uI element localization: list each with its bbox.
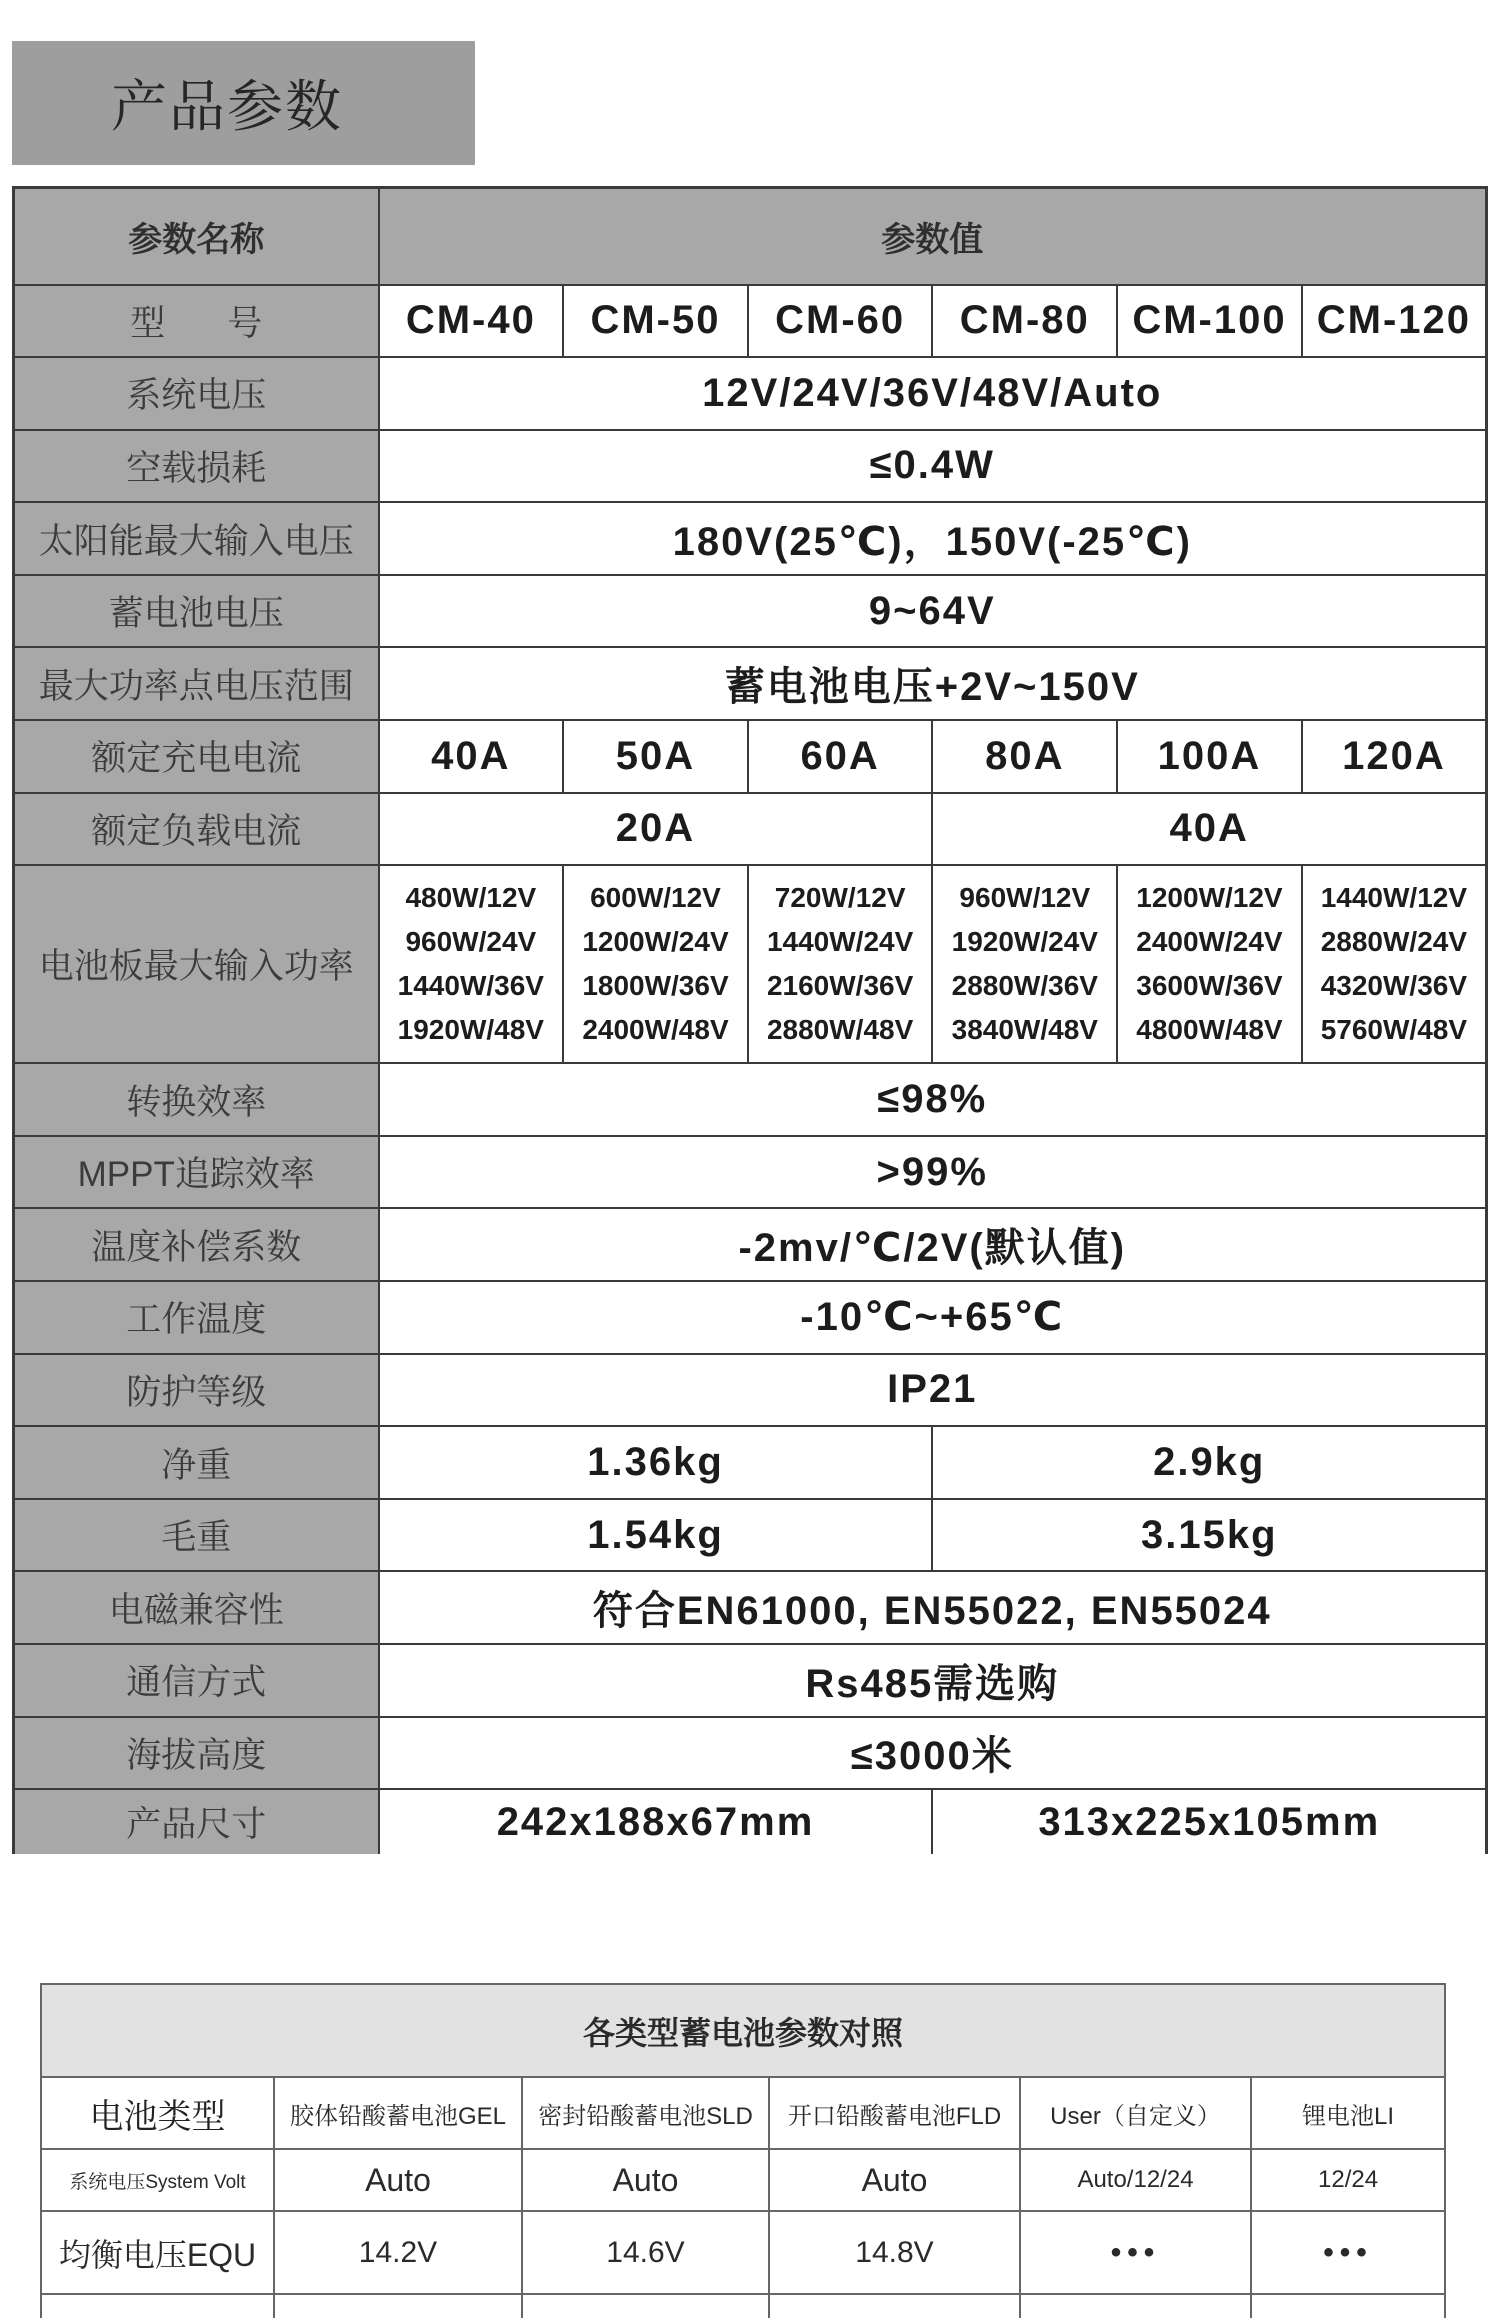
pv-max-power-cell	[932, 865, 1117, 1063]
pv-max-power-line: 1440W/24V	[766, 926, 914, 958]
pv-max-power-line: 960W/12V	[959, 882, 1091, 914]
pv-max-power-line: 3840W/48V	[951, 1014, 1098, 1046]
table-cell	[769, 2294, 1020, 2318]
net-weight-value: 2.9kg	[932, 1426, 1486, 1499]
charge-current-value: 40A	[379, 720, 564, 793]
header-sld: 密封铅酸蓄电池SLD	[522, 2077, 769, 2149]
header-lithium: 锂电池LI	[1251, 2077, 1445, 2149]
battery-table-title: 各类型蓄电池参数对照	[41, 1984, 1445, 2077]
spec-header-row	[14, 188, 1487, 285]
label-pv-max-power: 电池板最大输入功率	[14, 865, 379, 1063]
value-system-voltage: 12V/24V/36V/48V/Auto	[379, 357, 1487, 430]
pv-max-power-cell	[563, 865, 748, 1063]
row-model	[14, 285, 1487, 358]
charge-current-value: 50A	[563, 720, 748, 793]
header-fld: 开口铅酸蓄电池FLD	[769, 2077, 1020, 2149]
pv-max-power-line: 4320W/36V	[1320, 970, 1468, 1002]
label-net-weight: 净重	[14, 1426, 379, 1499]
row-pv-max-voltage	[14, 502, 1487, 575]
battery-table-title-row	[41, 1984, 1445, 2077]
label-gross-weight: 毛重	[14, 1499, 379, 1572]
pv-max-power-line: 2880W/36V	[951, 970, 1098, 1002]
row-charge-current	[14, 720, 1487, 793]
header-battery-type: 电池类型	[41, 2077, 274, 2149]
pv-max-power-line: 3600W/36V	[1136, 970, 1283, 1002]
label-altitude: 海拔高度	[14, 1717, 379, 1790]
pv-max-power-line: 2400W/48V	[582, 1014, 729, 1046]
pv-max-power-line: 1920W/48V	[397, 1014, 544, 1046]
pv-max-power-line: 600W/12V	[590, 882, 721, 914]
value-communication: Rs485需选购	[379, 1644, 1487, 1717]
label-dimensions: 产品尺寸	[14, 1789, 379, 1854]
row-protection	[14, 1354, 1487, 1427]
battery-table-header-row	[41, 2077, 1445, 2149]
value-emc: 符合EN61000, EN55022, EN55024	[379, 1571, 1487, 1644]
value-altitude: ≤3000米	[379, 1717, 1487, 1790]
table-cell: 14.8V	[769, 2211, 1020, 2294]
pv-max-power-line: 1920W/24V	[951, 926, 1098, 958]
dimensions-value: 242x188x67mm	[379, 1789, 933, 1854]
row-load-current	[14, 793, 1487, 866]
pv-max-power-line: 720W/12V	[774, 882, 906, 914]
row-net-weight	[14, 1426, 1487, 1499]
section-title-text: 产品参数	[111, 75, 343, 138]
battery-comparison-table	[40, 1983, 1446, 2318]
row-gross-weight	[14, 1499, 1487, 1572]
pv-max-power-line: 2880W/48V	[766, 1014, 914, 1046]
row-system-voltage	[14, 357, 1487, 430]
row-conversion-efficiency	[14, 1063, 1487, 1136]
value-pv-max-voltage: 180V(25℃)，150V(-25℃)	[379, 502, 1487, 575]
pv-max-power-line: 960W/24V	[405, 926, 537, 958]
row-operating-temp	[14, 1281, 1487, 1354]
pv-max-power-line: 4800W/48V	[1136, 1014, 1283, 1046]
row-emc	[14, 1571, 1487, 1644]
table-cell	[41, 2294, 274, 2318]
section-title	[12, 41, 475, 165]
table-cell	[274, 2294, 522, 2318]
table-cell: 14.2V	[274, 2211, 522, 2294]
pv-max-power-line: 1200W/12V	[1136, 882, 1283, 914]
pv-max-power-line: 1800W/36V	[582, 970, 729, 1002]
gross-weight-value: 3.15kg	[932, 1499, 1486, 1572]
table-cell: Auto	[274, 2149, 522, 2211]
load-current-value: 20A	[379, 793, 933, 866]
model-value: CM-40	[379, 285, 564, 358]
label-mppt-range: 最大功率点电压范围	[14, 647, 379, 720]
label-operating-temp: 工作温度	[14, 1281, 379, 1354]
pv-max-power-line: 2160W/36V	[766, 970, 914, 1002]
table-cell: Auto/12/24	[1020, 2149, 1251, 2211]
table-cell: 12/24	[1251, 2149, 1445, 2211]
charge-current-value: 120A	[1302, 720, 1487, 793]
pv-max-power-line: 1440W/12V	[1320, 882, 1468, 914]
table-cell	[1020, 2294, 1251, 2318]
value-mppt-efficiency: >99%	[379, 1136, 1487, 1209]
label-battery-voltage: 蓄电池电压	[14, 575, 379, 648]
label-no-load-loss: 空载损耗	[14, 430, 379, 503]
row-communication	[14, 1644, 1487, 1717]
pv-max-power-line: 1200W/24V	[582, 926, 729, 958]
table-cell: Auto	[522, 2149, 769, 2211]
table-cell: Auto	[769, 2149, 1020, 2211]
pv-max-power-line: 480W/12V	[405, 882, 537, 914]
table-cell	[522, 2294, 769, 2318]
pv-max-power-line: 5760W/48V	[1320, 1014, 1468, 1046]
row-pv-max-power	[14, 865, 1487, 1063]
table-cell: 14.6V	[522, 2211, 769, 2294]
value-battery-voltage: 9~64V	[379, 575, 1487, 648]
spec-table	[12, 186, 1488, 1854]
table-row	[41, 2211, 1445, 2294]
pv-max-power-line: 2400W/24V	[1136, 926, 1283, 958]
row-label-equ: 均衡电压EQU	[41, 2211, 274, 2294]
charge-current-value: 80A	[932, 720, 1117, 793]
model-value: CM-60	[748, 285, 933, 358]
label-load-current: 额定负载电流	[14, 793, 379, 866]
label-model: 型号	[14, 285, 379, 358]
row-altitude	[14, 1717, 1487, 1790]
label-charge-current: 额定充电电流	[14, 720, 379, 793]
table-cell: •••	[1251, 2211, 1445, 2294]
model-value: CM-50	[563, 285, 748, 358]
header-gel: 胶体铅酸蓄电池GEL	[274, 2077, 522, 2149]
model-value: CM-120	[1302, 285, 1487, 358]
dimensions-value: 313x225x105mm	[932, 1789, 1486, 1854]
model-value: CM-80	[932, 285, 1117, 358]
label-conversion-efficiency: 转换效率	[14, 1063, 379, 1136]
load-current-value: 40A	[932, 793, 1486, 866]
row-mppt-range	[14, 647, 1487, 720]
label-emc: 电磁兼容性	[14, 1571, 379, 1644]
value-mppt-range: 蓄电池电压+2V~150V	[379, 647, 1487, 720]
row-mppt-efficiency	[14, 1136, 1487, 1209]
pv-max-power-cell	[748, 865, 933, 1063]
model-value: CM-100	[1117, 285, 1302, 358]
value-conversion-efficiency: ≤98%	[379, 1063, 1487, 1136]
label-protection: 防护等级	[14, 1354, 379, 1427]
header-param-value: 参数值	[379, 188, 1487, 285]
row-no-load-loss	[14, 430, 1487, 503]
table-row	[41, 2149, 1445, 2211]
net-weight-value: 1.36kg	[379, 1426, 933, 1499]
table-cell	[1251, 2294, 1445, 2318]
header-param-name: 参数名称	[14, 188, 379, 285]
row-battery-voltage	[14, 575, 1487, 648]
value-protection: IP21	[379, 1354, 1487, 1427]
value-no-load-loss: ≤0.4W	[379, 430, 1487, 503]
label-pv-max-voltage: 太阳能最大输入电压	[14, 502, 379, 575]
table-row-partial	[41, 2294, 1445, 2318]
pv-max-power-cell	[1117, 865, 1302, 1063]
row-label-system-volt: 系统电压System Volt	[41, 2149, 274, 2211]
pv-max-power-line: 2880W/24V	[1320, 926, 1468, 958]
value-operating-temp: -10℃~+65℃	[379, 1281, 1487, 1354]
pv-max-power-cell	[1302, 865, 1487, 1063]
charge-current-value: 60A	[748, 720, 933, 793]
label-communication: 通信方式	[14, 1644, 379, 1717]
row-dimensions	[14, 1789, 1487, 1854]
table-cell: •••	[1020, 2211, 1251, 2294]
label-system-voltage: 系统电压	[14, 357, 379, 430]
pv-max-power-cell	[379, 865, 564, 1063]
charge-current-value: 100A	[1117, 720, 1302, 793]
label-temp-compensation: 温度补偿系数	[14, 1208, 379, 1281]
pv-max-power-line: 1440W/36V	[397, 970, 544, 1002]
gross-weight-value: 1.54kg	[379, 1499, 933, 1572]
value-temp-compensation: -2mv/℃/2V(默认值)	[379, 1208, 1487, 1281]
label-mppt-efficiency: MPPT追踪效率	[14, 1136, 379, 1209]
row-temp-compensation	[14, 1208, 1487, 1281]
header-user: User（自定义）	[1020, 2077, 1251, 2149]
